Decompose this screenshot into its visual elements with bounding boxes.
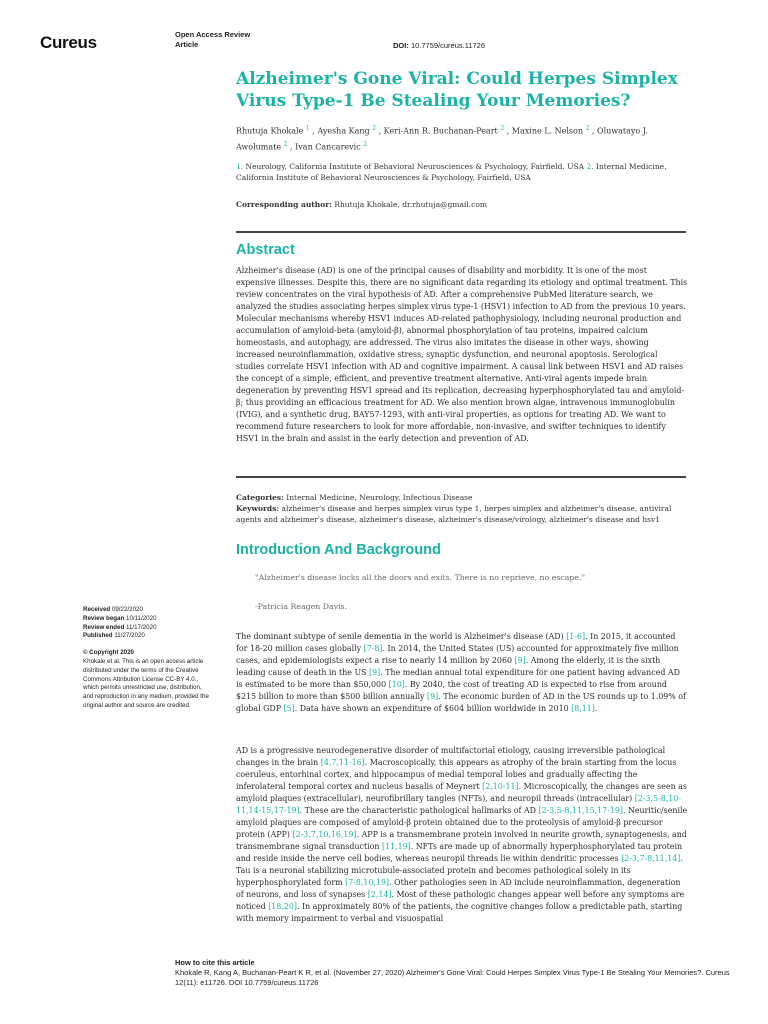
affiliation-1-text: Neurology, California Institute of Behavioral Neurosciences & Psychology, Fairfield, USA (245, 162, 585, 171)
paragraph-text: . The median annual total expenditure for one patient having advanced AD is estimated to be more than $50,000 (236, 668, 680, 689)
cite-text: Khokale R, Kang A, Buchanan-Peart K R, et al. (November 27, 2020) Alzheimer's Gone Viral: Could Herpes Simplex Virus Type-1 Be Stealing Your Memories?. Cureus 12(11): e11726. DOI 10.7759/cureus.11726 (175, 968, 730, 987)
article-type (175, 30, 250, 50)
copyright-label: © Copyright 2020 (83, 649, 134, 657)
citation-link[interactable]: [9] (426, 692, 439, 701)
header-doi (393, 41, 485, 50)
review-ended-row (83, 624, 213, 633)
author-list: Rhutuja Khokale $^1$ , Ayesha Kang $^2$ , Keri-Ann R. Buchanan-Peart $^2$ , Maxine L. Nelson $^2$ , Oluwatayo J. Awolumate $^2$ , Ivan Cancarevic $^2$ (236, 125, 648, 152)
author-name[interactable]: Keri-Ann R. Buchanan-Peart (383, 126, 498, 136)
sidebar-gap (83, 641, 213, 649)
affiliations (236, 161, 676, 183)
citation-link[interactable]: [2,10-11] (482, 782, 519, 791)
affiliation-2-text: Internal Medicine, California Institute of Behavioral Neurosciences & Psychology, Fairfield, USA (236, 162, 667, 182)
paragraph-text: . Microscopically, the changes are seen as amyloid plaques (extracellular), neurofibrillary tangles (NFTs), and neuropil threads (intracellular) (236, 782, 687, 803)
categories-label: Categories: (236, 493, 284, 502)
paragraph-text: . Macroscopically, this appears as atrophy of the brain starting from the locus coeruleus, entorhinal cortex, and hippocampus of medial temporal lobes and gradually affecting the inferolateral temporal cortex and nucleus basalis of Meynert (236, 758, 677, 791)
published-label: Published (83, 632, 113, 640)
epigraph-author: -Patricia Reagen Davis. (255, 602, 348, 611)
citation-link[interactable]: [1-6] (566, 632, 586, 641)
keywords-row (236, 503, 686, 525)
paragraph-text: . Most of these pathologic changes appear well before any symptoms are noticed (236, 890, 685, 911)
citation-link[interactable]: [2-3,5-8,10-11,14-15,17-19] (236, 794, 681, 815)
cite-label: How to cite this article (175, 958, 255, 967)
received-label: Received (83, 606, 111, 613)
published-row (83, 632, 213, 641)
citation-link[interactable]: [9] (514, 656, 526, 665)
how-to-cite (175, 958, 745, 988)
citation-link[interactable]: [2-3,7-8,11,14] (621, 854, 681, 863)
copyright-row (83, 649, 213, 658)
keywords-value: alzheimer's disease and herpes simplex virus type 1, herpes simplex and alzheimer's disease, antiviral agents and alzheimer's disease, alzheimer's disease, alzheimer's disease/virology, alzheimer's disease and hsv1 (236, 504, 672, 524)
doi-label: DOI: (393, 41, 409, 50)
citation-link[interactable]: [9] (369, 668, 381, 677)
author-affiliation-mark[interactable]: 2 (500, 125, 505, 132)
paragraph-text: . By 2040, the cost of treating AD is expected to rise from around $215 billion to more than $500 billion annually (236, 680, 667, 701)
intro-paragraph-2 (236, 745, 688, 925)
review-ended-label: Review ended (83, 623, 125, 631)
paragraph-text: . These are the characteristic pathological hallmarks of AD (299, 806, 539, 815)
license-text: Khokale et al. This is an open access article distributed under the terms of the Creative Commons Attribution License CC-BY 4.0., which permits unrestricted use, distribution, and reproduction in any medium, provided the original author and source are credited. (83, 657, 209, 709)
categories-row (236, 492, 686, 503)
intro-paragraph-1 (236, 631, 688, 715)
citation-link[interactable]: [4,7,11-16] (320, 758, 365, 767)
epigraph-quote: "Alzheimer's disease locks all the doors and exits. There is no reprieve, no escape." (255, 573, 586, 582)
article-title: Alzheimer's Gone Viral: Could Herpes Simplex Virus Type-1 Be Stealing Your Memories? (236, 69, 678, 111)
published-date: 11/27/2020 (114, 632, 145, 640)
corresponding-author (236, 200, 487, 209)
author-name[interactable]: Rhutuja Khokale (236, 126, 304, 136)
received-date: 09/22/2020 (111, 606, 143, 613)
citation-link[interactable]: [2-3,5-8,11,15,17-19] (538, 806, 623, 815)
abstract-heading: Abstract (236, 242, 295, 258)
citation-link[interactable]: [11,19] (382, 842, 411, 851)
affiliation-1-number[interactable]: 1. (236, 162, 244, 171)
categories-value: Internal Medicine, Neurology, Infectious Disease (286, 493, 473, 502)
citation-link[interactable]: [7-8,10,19] (345, 878, 390, 887)
keywords-label: Keywords: (236, 504, 280, 513)
author-affiliation-mark[interactable]: 1 (305, 125, 310, 132)
citation-link[interactable]: [18,20] (268, 902, 297, 911)
citation-link[interactable]: [5] (283, 704, 295, 713)
review-began-row (83, 615, 213, 624)
review-began-date: 10/11/2020 (126, 614, 157, 622)
paragraph-text: . The economic burden of AD in the US rounds up to 1.09% of global GDP (236, 692, 686, 713)
article-type-line1: Open Access Review (175, 30, 251, 39)
citation-link[interactable]: [10] (388, 680, 405, 689)
author-name[interactable]: Maxine L. Nelson (511, 126, 584, 136)
intro-heading: Introduction And Background (236, 542, 441, 558)
author-affiliation-mark[interactable]: 2 (363, 140, 368, 148)
citation-link[interactable]: [2,14] (367, 890, 392, 899)
citation-link[interactable]: [7-8] (363, 644, 383, 653)
doi-value[interactable]: 10.7759/cureus.11726 (410, 41, 486, 50)
paragraph-text: . Other pathologies seen in AD include neuroinflammation, degeneration of neurons, and loss of synapses (236, 878, 681, 899)
paragraph-text: . Among the elderly, it is the sixth leading cause of death in the US (236, 656, 661, 677)
received-row (83, 606, 213, 615)
paragraph-text: . APP is a transmembrane protein involved in neurite growth, synaptogenesis, and transmembrane signal transduction (236, 830, 687, 851)
citation-link[interactable]: [8,11] (571, 704, 595, 713)
abstract-text: Alzheimer's disease (AD) is one of the principal causes of disability and morbidity. It is one of the most expensive illnesses. Despite this, there are no significant data regarding its etiology and optimal treatment. This review concentrates on the viral hypothesis of AD. After a comprehensive PubMed literature search, we analyzed the studies associating herpes simplex virus type-1 (HSV1) infection to AD from the previous 10 years. Molecular mechanisms whereby HSV1 induces AD-related pathophysiology, including neuronal production and accumulation of amyloid-beta (amyloid-β), abnormal phosphorylation of tau proteins, impaired calcium homeostasis, and autophagy, are addressed. The virus also imitates the disease in other ways, showing increased neuroinflammation, oxidative stress, synaptic dysfunction, and neuronal apoptosis. Serological studies correlate HSV1 infection with AD and cognitive impairment. A causal link between HSV1 and AD raises the concept of a simple, efficient, and preventive treatment alternative. Anti-viral agents impede brain degeneration by preventing HSV1 spread and its replication, decreasing hyperphosphorylated tau and amyloid-β; thus providing an efficacious treatment for AD. We also mention brown algae, intravenous immunoglobulin (IVIG), and a synthetic drug, BAY57-1293, with anti-viral properties, as options for treating AD. We want to recommend future researchers to look for more affordable, non-invasive, and swifter techniques to identify HSV1 in the brain and assist in the early detection and prevention of AD. (236, 266, 688, 443)
citation-link[interactable]: [2-3,7,10,16,19] (292, 830, 357, 839)
author-name[interactable]: Ivan Cancarevic (295, 142, 361, 152)
paragraph-text: . Tau is a neuronal stabilizing microtubule-associated protein and becomes pathological solely in its hyperphosphorylated form (236, 854, 683, 887)
paragraph-text: The dominant subtype of senile dementia in the world is Alzheimer's disease (AD) (236, 632, 567, 641)
categories-keywords (236, 492, 686, 525)
affiliation-2-number[interactable]: 2. (586, 162, 594, 171)
article-type-line2: Article (175, 40, 199, 49)
paragraph-text: . NFTs are made up of abnormally hyperphosphorylated tau protein and reside inside the nerve cell bodies, whereas neuropil threads lie within dendritic processes (236, 842, 683, 863)
paragraph-text: . Neuritic/senile amyloid plaques are composed of amyloid-β protein obtained due to the proteolysis of amyloid-β precursor protein (APP) (236, 806, 688, 839)
author-affiliation-mark[interactable]: 2 (372, 125, 377, 132)
divider-mid (236, 476, 686, 478)
paragraph-text: . Data have shown an expenditure of $604 billion worldwide in 2010 (294, 704, 572, 713)
corresponding-value[interactable]: Rhutuja Khokale, dr.rhutuja@gmail.com (334, 200, 487, 209)
article-history-sidebar (83, 606, 213, 711)
paragraph-text: . In 2015, it accounted for 18-20 million cases globally (236, 632, 676, 653)
paragraph-text: . In 2014, the United States (US) accounted for approximately five million cases, and epidemiologists expect a rise to nearly 14 million by 2060 (236, 644, 679, 665)
journal-logo[interactable]: Cureus (40, 33, 97, 52)
review-ended-date: 11/17/2020 (126, 623, 157, 631)
corresponding-label: Corresponding author: (236, 200, 332, 209)
author-affiliation-mark[interactable]: 2 (283, 140, 288, 148)
author-name[interactable]: Ayesha Kang (317, 126, 370, 136)
paragraph-text: . (594, 704, 598, 713)
paragraph-text: . In approximately 80% of the patients, the cognitive changes follow a predictable path, starting with memory impairment to verbal and visuospatial (236, 902, 683, 923)
review-began-label: Review began (83, 614, 125, 622)
divider-top (236, 231, 686, 233)
author-name[interactable]: Oluwatayo J. Awolumate (236, 126, 648, 152)
author-affiliation-mark[interactable]: 2 (585, 125, 590, 132)
paragraph-text: AD is a progressive neurodegenerative disorder of multifactorial etiology, causing irreversible pathological changes in the brain (236, 746, 666, 767)
